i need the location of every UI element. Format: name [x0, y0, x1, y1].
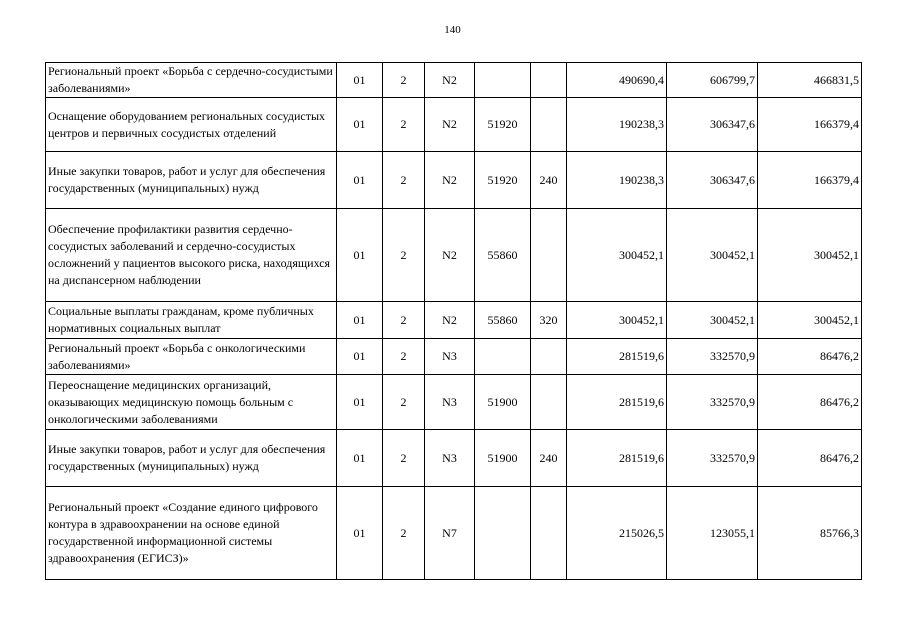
row-amount-1: 281519,6: [567, 375, 667, 430]
row-name: Переоснащение медицинских организаций, оказывающих медицинскую помощь больным с онкологическими заболеваниями: [46, 375, 337, 430]
row-amount-1: 281519,6: [567, 339, 667, 375]
row-code-5: [531, 375, 567, 430]
row-code-3: N2: [425, 209, 475, 302]
table-row: [46, 430, 862, 487]
row-amount-1: 281519,6: [567, 430, 667, 487]
row-name: Иные закупки товаров, работ и услуг для обеспечения государственных (муниципальных) нужд: [46, 152, 337, 209]
row-amount-1: 300452,1: [567, 302, 667, 339]
row-amount-2: 332570,9: [667, 339, 758, 375]
row-amount-3: 86476,2: [758, 430, 862, 487]
row-code-3: N3: [425, 375, 475, 430]
row-amount-3: 300452,1: [758, 209, 862, 302]
row-code-2: 2: [383, 430, 425, 487]
row-code-4: 55860: [475, 209, 531, 302]
row-amount-1: 215026,5: [567, 487, 667, 580]
row-code-3: N2: [425, 152, 475, 209]
row-amount-2: 306347,6: [667, 152, 758, 209]
budget-table: [45, 62, 862, 580]
row-amount-1: 490690,4: [567, 63, 667, 98]
row-amount-1: 300452,1: [567, 209, 667, 302]
table-row: [46, 152, 862, 209]
row-amount-2: 332570,9: [667, 430, 758, 487]
row-code-1: 01: [337, 430, 383, 487]
row-code-4: [475, 63, 531, 98]
row-amount-2: 123055,1: [667, 487, 758, 580]
row-amount-2: 606799,7: [667, 63, 758, 98]
row-code-2: 2: [383, 63, 425, 98]
page-number: 140: [444, 24, 461, 36]
row-code-5: 240: [531, 152, 567, 209]
table-row: [46, 339, 862, 375]
row-name: Региональный проект «Создание единого цифрового контура в здравоохранении на основе единой государственной информационной системы здравоохранения (ЕГИСЗ)»: [46, 487, 337, 580]
table-row: [46, 487, 862, 580]
row-amount-3: 86476,2: [758, 375, 862, 430]
row-code-3: N2: [425, 63, 475, 98]
row-code-1: 01: [337, 487, 383, 580]
row-amount-3: 166379,4: [758, 152, 862, 209]
row-code-5: [531, 98, 567, 152]
row-name: Региональный проект «Борьба с онкологическими заболеваниями»: [46, 339, 337, 375]
table-row: [46, 302, 862, 339]
row-amount-1: 190238,3: [567, 152, 667, 209]
row-code-3: N2: [425, 98, 475, 152]
row-code-4: [475, 339, 531, 375]
row-name: Региональный проект «Борьба с сердечно-сосудистыми заболеваниями»: [46, 63, 337, 98]
row-name: Социальные выплаты гражданам, кроме публичных нормативных социальных выплат: [46, 302, 337, 339]
row-code-1: 01: [337, 302, 383, 339]
row-amount-3: 86476,2: [758, 339, 862, 375]
row-code-5: [531, 63, 567, 98]
row-code-3: N2: [425, 302, 475, 339]
table-row: [46, 63, 862, 98]
row-amount-2: 306347,6: [667, 98, 758, 152]
row-code-5: [531, 487, 567, 580]
row-code-2: 2: [383, 152, 425, 209]
row-code-1: 01: [337, 98, 383, 152]
table-row: [46, 375, 862, 430]
row-code-2: 2: [383, 302, 425, 339]
row-code-1: 01: [337, 209, 383, 302]
row-amount-3: 300452,1: [758, 302, 862, 339]
row-code-4: 51900: [475, 430, 531, 487]
row-amount-3: 466831,5: [758, 63, 862, 98]
row-amount-1: 190238,3: [567, 98, 667, 152]
row-amount-3: 166379,4: [758, 98, 862, 152]
row-code-5: [531, 339, 567, 375]
row-code-2: 2: [383, 209, 425, 302]
row-code-4: 51920: [475, 98, 531, 152]
row-code-3: N3: [425, 430, 475, 487]
row-amount-3: 85766,3: [758, 487, 862, 580]
row-name: Иные закупки товаров, работ и услуг для обеспечения государственных (муниципальных) нужд: [46, 430, 337, 487]
row-code-2: 2: [383, 375, 425, 430]
row-amount-2: 332570,9: [667, 375, 758, 430]
row-name: Обеспечение профилактики развития сердечно-сосудистых заболеваний и сердечно-сосудистых осложнений у пациентов высокого риска, находящихся на диспансерном наблюдении: [46, 209, 337, 302]
row-code-1: 01: [337, 63, 383, 98]
row-amount-2: 300452,1: [667, 209, 758, 302]
row-code-4: 55860: [475, 302, 531, 339]
table-row: [46, 209, 862, 302]
row-code-2: 2: [383, 487, 425, 580]
row-code-2: 2: [383, 339, 425, 375]
row-code-2: 2: [383, 98, 425, 152]
row-code-1: 01: [337, 339, 383, 375]
row-code-5: 320: [531, 302, 567, 339]
row-code-1: 01: [337, 152, 383, 209]
row-name: Оснащение оборудованием региональных сосудистых центров и первичных сосудистых отделений: [46, 98, 337, 152]
row-amount-2: 300452,1: [667, 302, 758, 339]
row-code-5: [531, 209, 567, 302]
row-code-3: N3: [425, 339, 475, 375]
row-code-3: N7: [425, 487, 475, 580]
row-code-1: 01: [337, 375, 383, 430]
row-code-4: 51920: [475, 152, 531, 209]
row-code-4: 51900: [475, 375, 531, 430]
row-code-5: 240: [531, 430, 567, 487]
row-code-4: [475, 487, 531, 580]
table-row: [46, 98, 862, 152]
